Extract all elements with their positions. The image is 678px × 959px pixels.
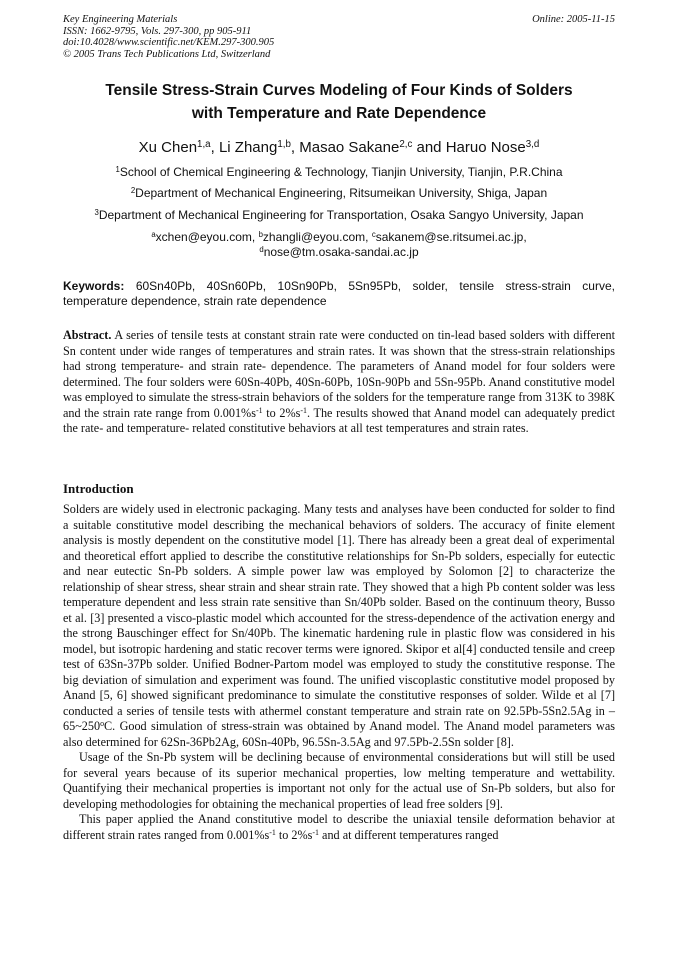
email-list: [63, 230, 615, 260]
affiliation-text: Department of Mechanical Engineering, Ritsumeikan University, Shiga, Japan: [135, 186, 548, 200]
title-line-1: Tensile Stress-Strain Curves Modeling of Four Kinds of Solders: [105, 82, 573, 99]
affiliation: [63, 208, 615, 222]
author-name: Haruo Nose: [445, 139, 526, 156]
abstract-text: A series of tensile tests at constant strain rate were conducted on tin-lead based solders with different Sn content under wide ranges of temperatures and strain rates. It was shown that the stress-strain relationships had strong temperature- and strain rate- dependence. The parameters of Anand model for four solders were determined. The four solders were 60Sn-40Pb, 40Sn-60Pb, 10Sn-90Pb and 5Sn-95Pb. Anand constitutive model was employed to simulate the stress-strain behaviors of the solders for the temperature range from 313K to 398K and the strain rate range from 0.001%s: [63, 328, 615, 420]
email-address[interactable]: nose@tm.osaka-sandai.ac.jp: [263, 245, 419, 259]
email-row: [63, 245, 615, 260]
abstract-label: Abstract.: [63, 328, 112, 342]
introduction-body: [63, 502, 615, 843]
degree-sup: o: [100, 719, 105, 729]
email-sup: a: [151, 230, 156, 240]
keywords-label: Keywords:: [63, 279, 125, 293]
affiliation: [63, 186, 615, 200]
abstract-text: . The results showed that Anand model can adequately predict the rate- and temperature- related constitutive behaviors at all test temperatures and strain rates.: [63, 405, 616, 435]
affiliation-sup: 3: [94, 208, 99, 218]
affiliation: [63, 165, 615, 179]
email-address[interactable]: xchen@eyou.com: [155, 230, 252, 244]
paragraph: Usage of the Sn-Pb system will be declining because of environmental considerations but will still be used for several years because of its superior mechanical properties, low melting temperature and wettability. Quantifying their mechanical properties is important not only for the actual use of Sn-Pb solders, but also for developing methodologies for obtaining the mechanical properties of lead free solders [9].: [63, 750, 615, 811]
author-sup: 2,c: [399, 139, 413, 151]
email-sup: c: [371, 230, 376, 240]
online-date: Online: 2005-11-15: [532, 14, 615, 25]
paragraph-text: Solders are widely used in electronic packaging. Many tests and analyses have been conducted for solder to find a suitable constitutive model describing the mechanical behaviors of solders. The accuracy of finite element analysis is mostly dependent on the constitutive model [1]. There has already been a great deal of experimental and theoretical effort applied to describe the constitutive relationships for Sn-Pb solders, especially for eutectic and near eutectic Sn-Pb solders. A simple power law was employed by Solomon [2] to characterize the relationship of shear stress, shear strain and shear strain rate. They showed that a high Pb content solder was less temperature dependent and less strain rate sensitive than Sn/40Pb solder. Based on the continuum theory, Busso et al. [3] presented a visco-plastic model which accounted for the stress-dependence of the activation energy and the strong Bauschinger effect for Sn/40Pb. The kinematic hardening rule in plastic flow was considered in his model, but isotropic hardening and static recover terms were ignored. Skipor et al[4] conducted tensile and creep test of 63Sn-37Pb solder. Unified Bodner-Partom model was employed to study the constitutive response. The big deviation of simulation and experiment was found. The unified viscoplastic constitutive model proposed by Anand [5, 6] showed significant predominance to simulate the constitutive responses of solder. Wilde et al [7] conducted a series of tensile tests with athermel constant temperature and strain rate on 92.5Pb-5Sn2.5Ag in –65~250: [63, 502, 615, 733]
paragraph: [63, 502, 615, 750]
email-address[interactable]: sakanem@se.ritsumei.ac.jp: [375, 230, 524, 244]
keywords-section: [63, 279, 615, 309]
paragraph-text: This paper applied the Anand constitutive model to describe the uniaxial tensile deformation behavior at different strain rates ranged from 0.001%s: [63, 812, 615, 842]
affiliation-sup: 2: [130, 186, 136, 196]
email-address[interactable]: zhangli@eyou.com: [262, 230, 366, 244]
author-sup: 3,d: [525, 139, 540, 151]
author-list: Xu Chen$^{1,a}$, Li Zhang$^{1,b}$, Masao Sakane$^{2,c}$ and Haruo Nose$^{3,d}$: [138, 139, 540, 156]
email-sup: b: [258, 230, 263, 240]
abstract-section: [63, 328, 615, 437]
paragraph-text: C. Good simulation of stress-strain was obtained by Anand model. The Anand model parameters was also determined for 62Sn-36Pb2Ag, 60Sn-40Pb, 96.5Sn-3.5Ag and 97.5Pb-2.5Sn solder [8].: [63, 719, 615, 749]
email-sup: d: [259, 245, 264, 255]
paragraph-sup: -1: [312, 827, 319, 837]
abstract-sup: -1: [300, 405, 307, 415]
journal-name: Key Engineering Materials: [63, 14, 178, 25]
paragraph-text: to 2%s: [275, 827, 313, 842]
paper-title: [63, 79, 615, 125]
issn-line: ISSN: 1662-9795, Vols. 297-300, pp 905-911: [63, 25, 252, 37]
section-heading: Introduction: [63, 481, 134, 496]
paragraph-sup: -1: [269, 827, 276, 837]
affiliation-text: School of Chemical Engineering & Technology, Tianjin University, Tianjin, P.R.China: [119, 165, 563, 179]
keywords-text: 60Sn40Pb, 40Sn60Pb, 10Sn90Pb, 5Sn95Pb, solder, tensile stress-strain curve, temperature dependence, strain rate dependence: [63, 279, 615, 308]
abstract-sup: -1: [255, 405, 263, 415]
paragraph: [63, 812, 615, 843]
title-line-2: with Temperature and Rate Dependence: [191, 105, 487, 122]
paragraph-text: and at different temperatures ranged: [319, 827, 499, 842]
affiliation-text: Department of Mechanical Engineering for Transportation, Osaka Sangyo University, Japan: [98, 208, 584, 222]
copyright-line: © 2005 Trans Tech Publications Ltd, Switzerland: [63, 48, 271, 60]
author-sup: 1,b: [277, 139, 291, 151]
author-name: Masao Sakane: [299, 139, 400, 156]
author-name: Xu Chen: [138, 139, 198, 156]
doi-line: doi:10.4028/www.scientific.net/KEM.297-300.905: [63, 37, 275, 49]
author-name: Li Zhang: [218, 139, 278, 156]
author-sup: 1,a: [197, 139, 211, 151]
affiliation-sup: 1: [115, 165, 120, 175]
email-row: $^a$xchen@eyou.com, $^b$zhangli@eyou.com, $^c$sakanem@se.ritsumei.ac.jp,: [151, 230, 527, 244]
abstract-text: to 2%s: [262, 405, 301, 420]
